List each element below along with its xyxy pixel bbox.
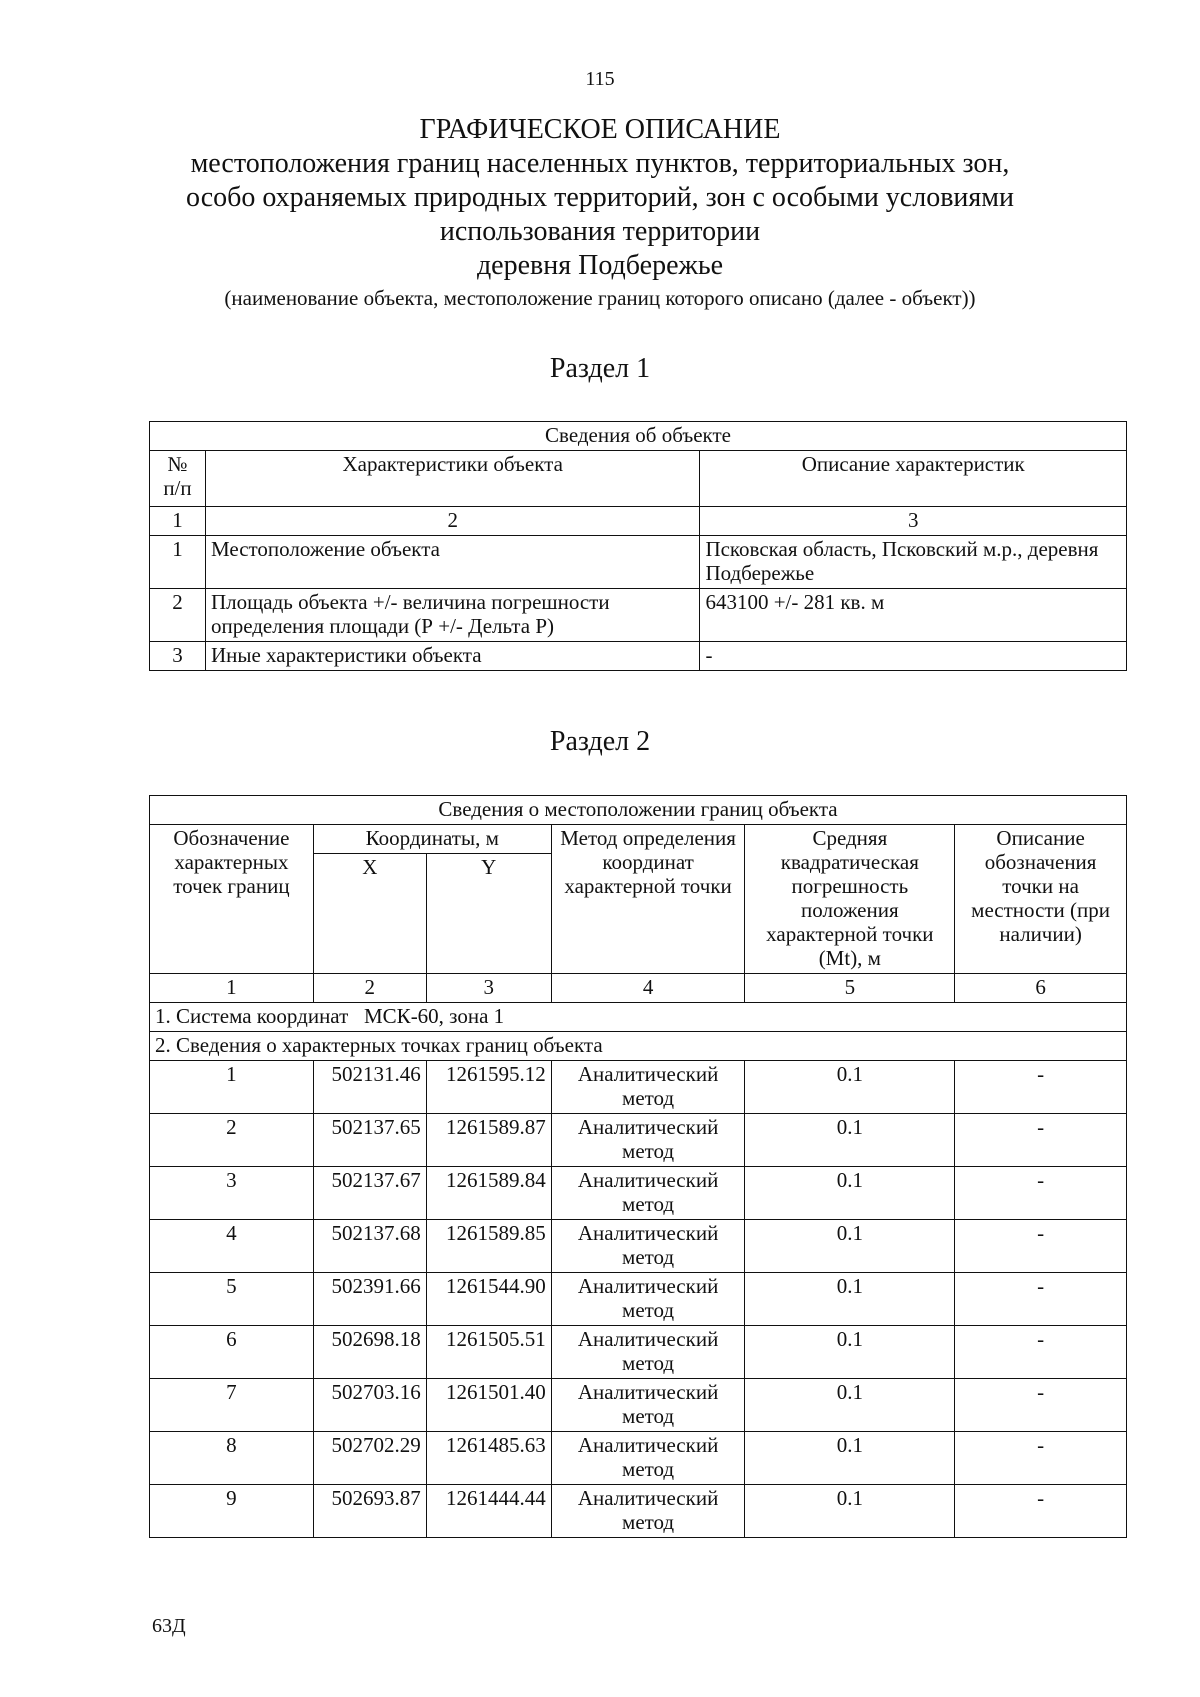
col-number: 3	[700, 507, 1127, 536]
mean-error: 0.1	[745, 1061, 955, 1114]
coord-y: 1261595.12	[426, 1061, 551, 1114]
table-row	[150, 1485, 1127, 1538]
table-row	[150, 1326, 1127, 1379]
coord-x: 502693.87	[313, 1485, 426, 1538]
mean-error: 0.1	[745, 1273, 955, 1326]
method: Аналитический метод	[551, 1326, 745, 1379]
section1-title: Раздел 1	[549, 353, 651, 384]
col-header-no: № п/п	[150, 451, 206, 507]
point-number: 4	[150, 1220, 314, 1273]
row-number: 3	[150, 642, 206, 671]
coord-y: 1261589.87	[426, 1114, 551, 1167]
location-description: -	[955, 1114, 1127, 1167]
col-header-y: Y	[426, 854, 551, 974]
col-number: 4	[551, 974, 745, 1003]
table-row	[150, 1379, 1127, 1432]
coord-x: 502137.67	[313, 1167, 426, 1220]
coord-y: 1261589.85	[426, 1220, 551, 1273]
coord-y: 1261505.51	[426, 1326, 551, 1379]
mean-error: 0.1	[745, 1114, 955, 1167]
col-header-description: Описание характеристик	[700, 451, 1127, 507]
coord-x: 502703.16	[313, 1379, 426, 1432]
col-header-x: X	[313, 854, 426, 974]
row-number: 1	[150, 536, 206, 589]
location-description: -	[955, 1326, 1127, 1379]
mean-error: 0.1	[745, 1326, 955, 1379]
location-description: -	[955, 1167, 1127, 1220]
coord-x: 502698.18	[313, 1326, 426, 1379]
col-number: 3	[426, 974, 551, 1003]
characteristic-name: Площадь объекта +/- величина погрешности определения площади (Р +/- Дельта Р)	[205, 589, 699, 642]
col-header-points: Обозначение характерных точек границ	[150, 825, 314, 974]
location-description: -	[955, 1061, 1127, 1114]
table-row	[150, 1432, 1127, 1485]
method: Аналитический метод	[551, 1167, 745, 1220]
point-number: 3	[150, 1167, 314, 1220]
location-description: -	[955, 1379, 1127, 1432]
point-number: 7	[150, 1379, 314, 1432]
table-row	[150, 1114, 1127, 1167]
table-caption: Сведения об объекте	[150, 422, 1127, 451]
points-list	[150, 1061, 1127, 1538]
location-description: -	[955, 1273, 1127, 1326]
table-row	[150, 1167, 1127, 1220]
col-header-characteristics: Характеристики объекта	[205, 451, 699, 507]
points-caption: 2. Сведения о характерных точках границ объекта	[150, 1032, 1127, 1061]
col-header-location: Описание обозначения точки на местности (при наличии)	[955, 825, 1127, 974]
characteristic-name: Местоположение объекта	[205, 536, 699, 589]
footer-code: 63Д	[152, 1615, 186, 1637]
coord-y: 1261444.44	[426, 1485, 551, 1538]
col-header-method: Метод определения координат характерной точки	[551, 825, 745, 974]
point-number: 2	[150, 1114, 314, 1167]
table-row	[150, 642, 1127, 671]
characteristic-value: Псковская область, Псковский м.р., деревня Подбережье	[700, 536, 1127, 589]
location-description: -	[955, 1220, 1127, 1273]
page-number: 115	[585, 68, 615, 90]
coord-x: 502131.46	[313, 1061, 426, 1114]
table-row	[150, 589, 1127, 642]
method: Аналитический метод	[551, 1432, 745, 1485]
object-note: (наименование объекта, местоположение границ которого описано (далее - объект))	[224, 286, 976, 310]
point-number: 5	[150, 1273, 314, 1326]
col-number: 5	[745, 974, 955, 1003]
mean-error: 0.1	[745, 1485, 955, 1538]
col-header-coords: Координаты, м	[313, 825, 551, 854]
header-line-2: особо охраняемых природных территорий, зон с особыми условиями	[186, 182, 1014, 213]
method: Аналитический метод	[551, 1379, 745, 1432]
table-row	[150, 1061, 1127, 1114]
table-row	[150, 1273, 1127, 1326]
table-row	[150, 1220, 1127, 1273]
col-number: 1	[150, 507, 206, 536]
table-caption: Сведения о местоположении границ объекта	[150, 796, 1127, 825]
location-description: -	[955, 1432, 1127, 1485]
coord-x: 502137.68	[313, 1220, 426, 1273]
characteristic-name: Иные характеристики объекта	[205, 642, 699, 671]
coord-system: 1. Система координат МСК-60, зона 1	[150, 1003, 1127, 1032]
table-row	[150, 536, 1127, 589]
col-number: 6	[955, 974, 1127, 1003]
location-description: -	[955, 1485, 1127, 1538]
coord-x: 502702.29	[313, 1432, 426, 1485]
row-number: 2	[150, 589, 206, 642]
point-number: 9	[150, 1485, 314, 1538]
object-name: деревня Подбережье	[476, 250, 724, 281]
characteristic-value: -	[700, 642, 1127, 671]
mean-error: 0.1	[745, 1220, 955, 1273]
col-number: 1	[150, 974, 314, 1003]
col-number: 2	[205, 507, 699, 536]
coord-x: 502137.65	[313, 1114, 426, 1167]
method: Аналитический метод	[551, 1220, 745, 1273]
point-number: 1	[150, 1061, 314, 1114]
coord-x: 502391.66	[313, 1273, 426, 1326]
method: Аналитический метод	[551, 1114, 745, 1167]
coord-y: 1261501.40	[426, 1379, 551, 1432]
col-header-error: Средняя квадратическая погрешность положения характерной точки (Mt), м	[745, 825, 955, 974]
coord-y: 1261485.63	[426, 1432, 551, 1485]
section2-title: Раздел 2	[549, 726, 651, 757]
boundary-points-table	[149, 795, 1127, 1538]
mean-error: 0.1	[745, 1432, 955, 1485]
coord-y: 1261544.90	[426, 1273, 551, 1326]
header-line-3: использования территории	[439, 216, 761, 247]
method: Аналитический метод	[551, 1485, 745, 1538]
object-info-table	[149, 421, 1127, 671]
point-number: 8	[150, 1432, 314, 1485]
mean-error: 0.1	[745, 1167, 955, 1220]
mean-error: 0.1	[745, 1379, 955, 1432]
characteristic-value: 643100 +/- 281 кв. м	[700, 589, 1127, 642]
method: Аналитический метод	[551, 1061, 745, 1114]
method: Аналитический метод	[551, 1273, 745, 1326]
document-header	[0, 113, 1200, 313]
header-line-1: местоположения границ населенных пунктов, территориальных зон,	[190, 148, 1010, 179]
point-number: 6	[150, 1326, 314, 1379]
document-title: ГРАФИЧЕСКОЕ ОПИСАНИЕ	[419, 114, 781, 145]
coord-y: 1261589.84	[426, 1167, 551, 1220]
col-number: 2	[313, 974, 426, 1003]
